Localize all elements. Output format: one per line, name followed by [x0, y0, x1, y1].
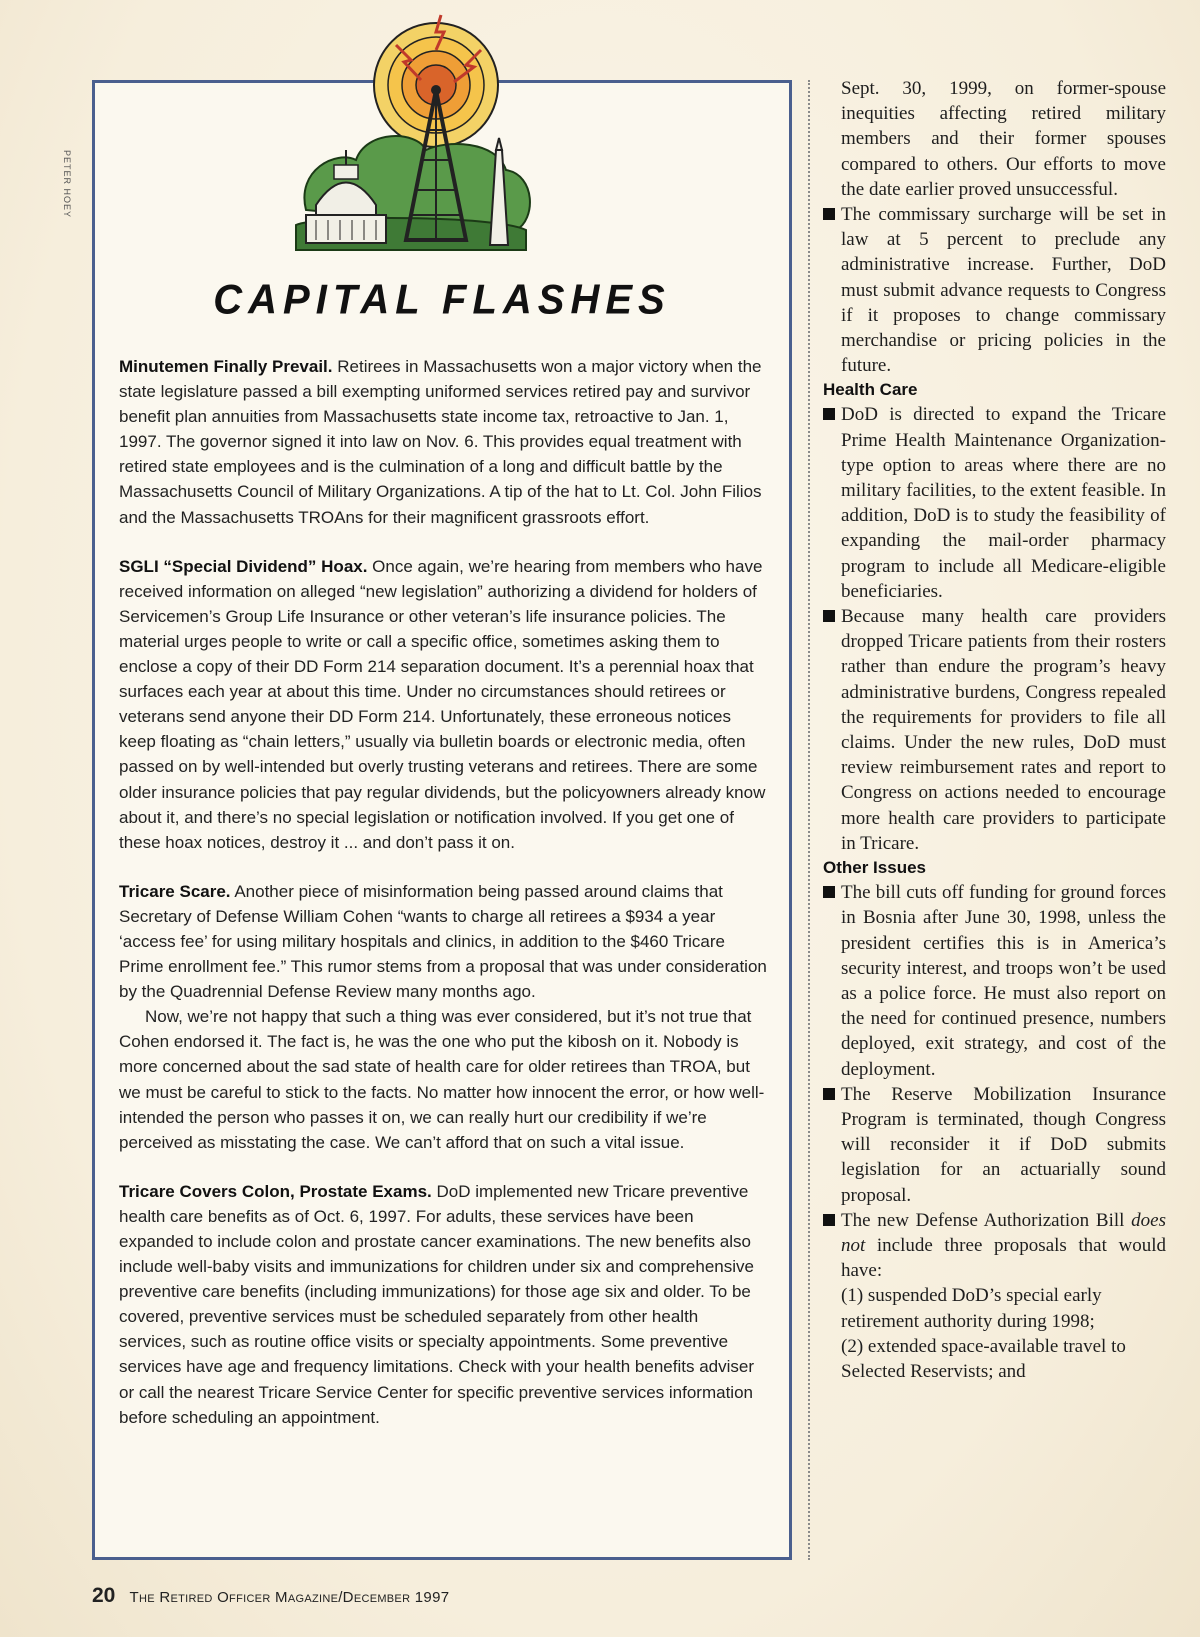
article-body: Another piece of misinformation being passed around claims that Secretary of Defense William Cohen “wants to charge all retirees a $934 a year ‘access fee’ for using military hospitals and clinics, in addition to the $460 Tricare Prime enrollment fee.” This rumor stems from a proposal that was under consideration by the Quadrennial Defense Review many months ago.: [119, 881, 767, 1002]
article-body: Once again, we’re hearing from members who have received information on alleged “new legislation” authorizing a dividend for holders of Servicemen’s Group Life Insurance or other veteran’s life insurance policies. The material urges people to write or call a specific office, sometimes asking them to enclose a copy of their DD Form 214 separation document. It’s a perennial hoax that surfaces each year at about this time. Under no circumstances should retirees or veterans send anyone their DD Form 214. Unfortunately, these erroneous notices keep floating as “chain letters,” usually via bulletin boards or electronic media, often passed on by well-intended but overly trusting veterans and retirees. There are some older insurance policies that pay regular dividends, but the policyowners already know about it, and there’s no special legislation or notification involved. If you get one of these hoax notices, destroy it ... and don’t pass it on.: [119, 556, 766, 852]
page-number: 20: [92, 1584, 116, 1607]
bullet-item: The bill cuts off funding for ground forces in Bosnia after June 30, 1998, unless the president certifies this is in America’s security interest, and troops won’t be used as a police force. He must also report on the need for continued presence, numbers deployed, exit strategy, and cost of the deployment.: [823, 880, 1166, 1082]
article-body-continued: Now, we’re not happy that such a thing was ever considered, but it’s not true that Cohen endorsed it. The fact is, he was the one who put the kibosh on it. Nobody is more concerned about the sad state of health care for older retirees than TROA, but we must be careful to stick to the facts. No matter how innocent the error, or how well-intended the person who passes it on, we can really hurt our credibility if we’re perceived as misstating the case. We can’t afford that on such a vital issue.: [119, 1007, 765, 1152]
bullet-square-icon: [823, 1214, 835, 1226]
column-divider: [808, 80, 810, 1560]
article-heading: Tricare Scare.: [119, 881, 231, 901]
numbered-sub-item: (2) extended space-available travel to Selected Reservists; and: [841, 1335, 1126, 1382]
article-body: Retirees in Massachusetts won a major victory when the state legislature passed a bill exempting uniformed services retired pay and survivor benefit plan annuities from Massachusetts state income tax, retroactive to Jan. 1, 1997. The governor signed it into law on Nov. 6. This provides equal treatment with retired state employees and is the culmination of a long and difficult battle by the Massachusetts Council of Military Organizations. A tip of the hat to Lt. Col. John Filios and the Massachusetts TROAns for their magnificent grassroots effort.: [119, 357, 762, 527]
article-tricare-exams: [119, 1179, 769, 1430]
article-minutemen: [119, 354, 769, 530]
capitol-radio-tower-illustration: [276, 10, 546, 280]
bullet-item: The Reserve Mobilization Insurance Program is terminated, though Congress will reconsider it if DoD submits legislation for an actuarially sound proposal.: [823, 1082, 1166, 1208]
article-heading: Tricare Covers Colon, Prostate Exams.: [119, 1181, 432, 1201]
page-title: CAPITAL FLASHES: [213, 276, 671, 324]
bullet-square-icon: [823, 886, 835, 898]
continued-paragraph: Sept. 30, 1999, on former-spouse inequities affecting retired military members and their former spouses compared to others. Our efforts to move the date earlier proved unsuccessful.: [841, 78, 1166, 200]
numbered-sub-item: (1) suspended DoD’s special early retirement authority during 1998;: [841, 1285, 1102, 1332]
publication-name: The Retired Officer Magazine/December 1997: [129, 1589, 450, 1606]
bullet-square-icon: [823, 610, 835, 622]
page-footer: [92, 1584, 449, 1608]
photo-credit: PETER HOEY: [62, 150, 72, 219]
bullet-item: The commissary surcharge will be set in law at 5 percent to preclude any administrative increase. Further, DoD must submit advance requests to Congress if it proposes to change commissary merchandise or pricing policies in the future.: [823, 202, 1166, 378]
article-sgli-hoax: [119, 554, 769, 855]
section-heading-health-care: Health Care: [823, 380, 918, 400]
right-column: [823, 76, 1166, 1384]
section-heading-other-issues: Other Issues: [823, 858, 926, 878]
bullet-item: Because many health care providers dropped Tricare patients from their rosters rather than endure the program’s heavy administrative burdens, Congress repealed the requirements for providers to file all claims. Under the new rules, DoD must review reimbursement rates and report to Congress on actions needed to encourage more health care providers to participate in Tricare.: [823, 604, 1166, 856]
bullet-square-icon: [823, 1088, 835, 1100]
bullet-square-icon: [823, 408, 835, 420]
article-tricare-scare: [119, 879, 769, 1004]
bullet-item: DoD is directed to expand the Tricare Prime Health Maintenance Organization-type option to areas where there are no military facilities, to the extent feasible. In addition, DoD is to study the feasibility of expanding the mail-order pharmacy program to include all Medicare-eligible beneficiaries.: [823, 402, 1166, 604]
bullet-item: The new Defense Authorization Bill does not include three proposals that would have:: [823, 1208, 1166, 1284]
article-heading: Minutemen Finally Prevail.: [119, 357, 333, 376]
article-heading: SGLI “Special Dividend” Hoax.: [119, 556, 368, 576]
bullet-square-icon: [823, 208, 835, 220]
article-body: DoD implemented new Tricare preventive health care benefits as of Oct. 6, 1997. For adults, these services have been expanded to include colon and prostate cancer examinations. The new benefits also include well-baby visits and immunizations for children under six and comprehensive preventive care benefits (including immunizations) for those age six and older. To be covered, preventive services must be scheduled separately from other health services, such as routine office visits or specialty appointments. Some preventive services have age and frequency limitations. Check with your health benefits adviser or call the nearest Tricare Service Center for specific preventive services information before scheduling an appointment.: [119, 1181, 755, 1427]
left-column: [119, 354, 769, 1430]
